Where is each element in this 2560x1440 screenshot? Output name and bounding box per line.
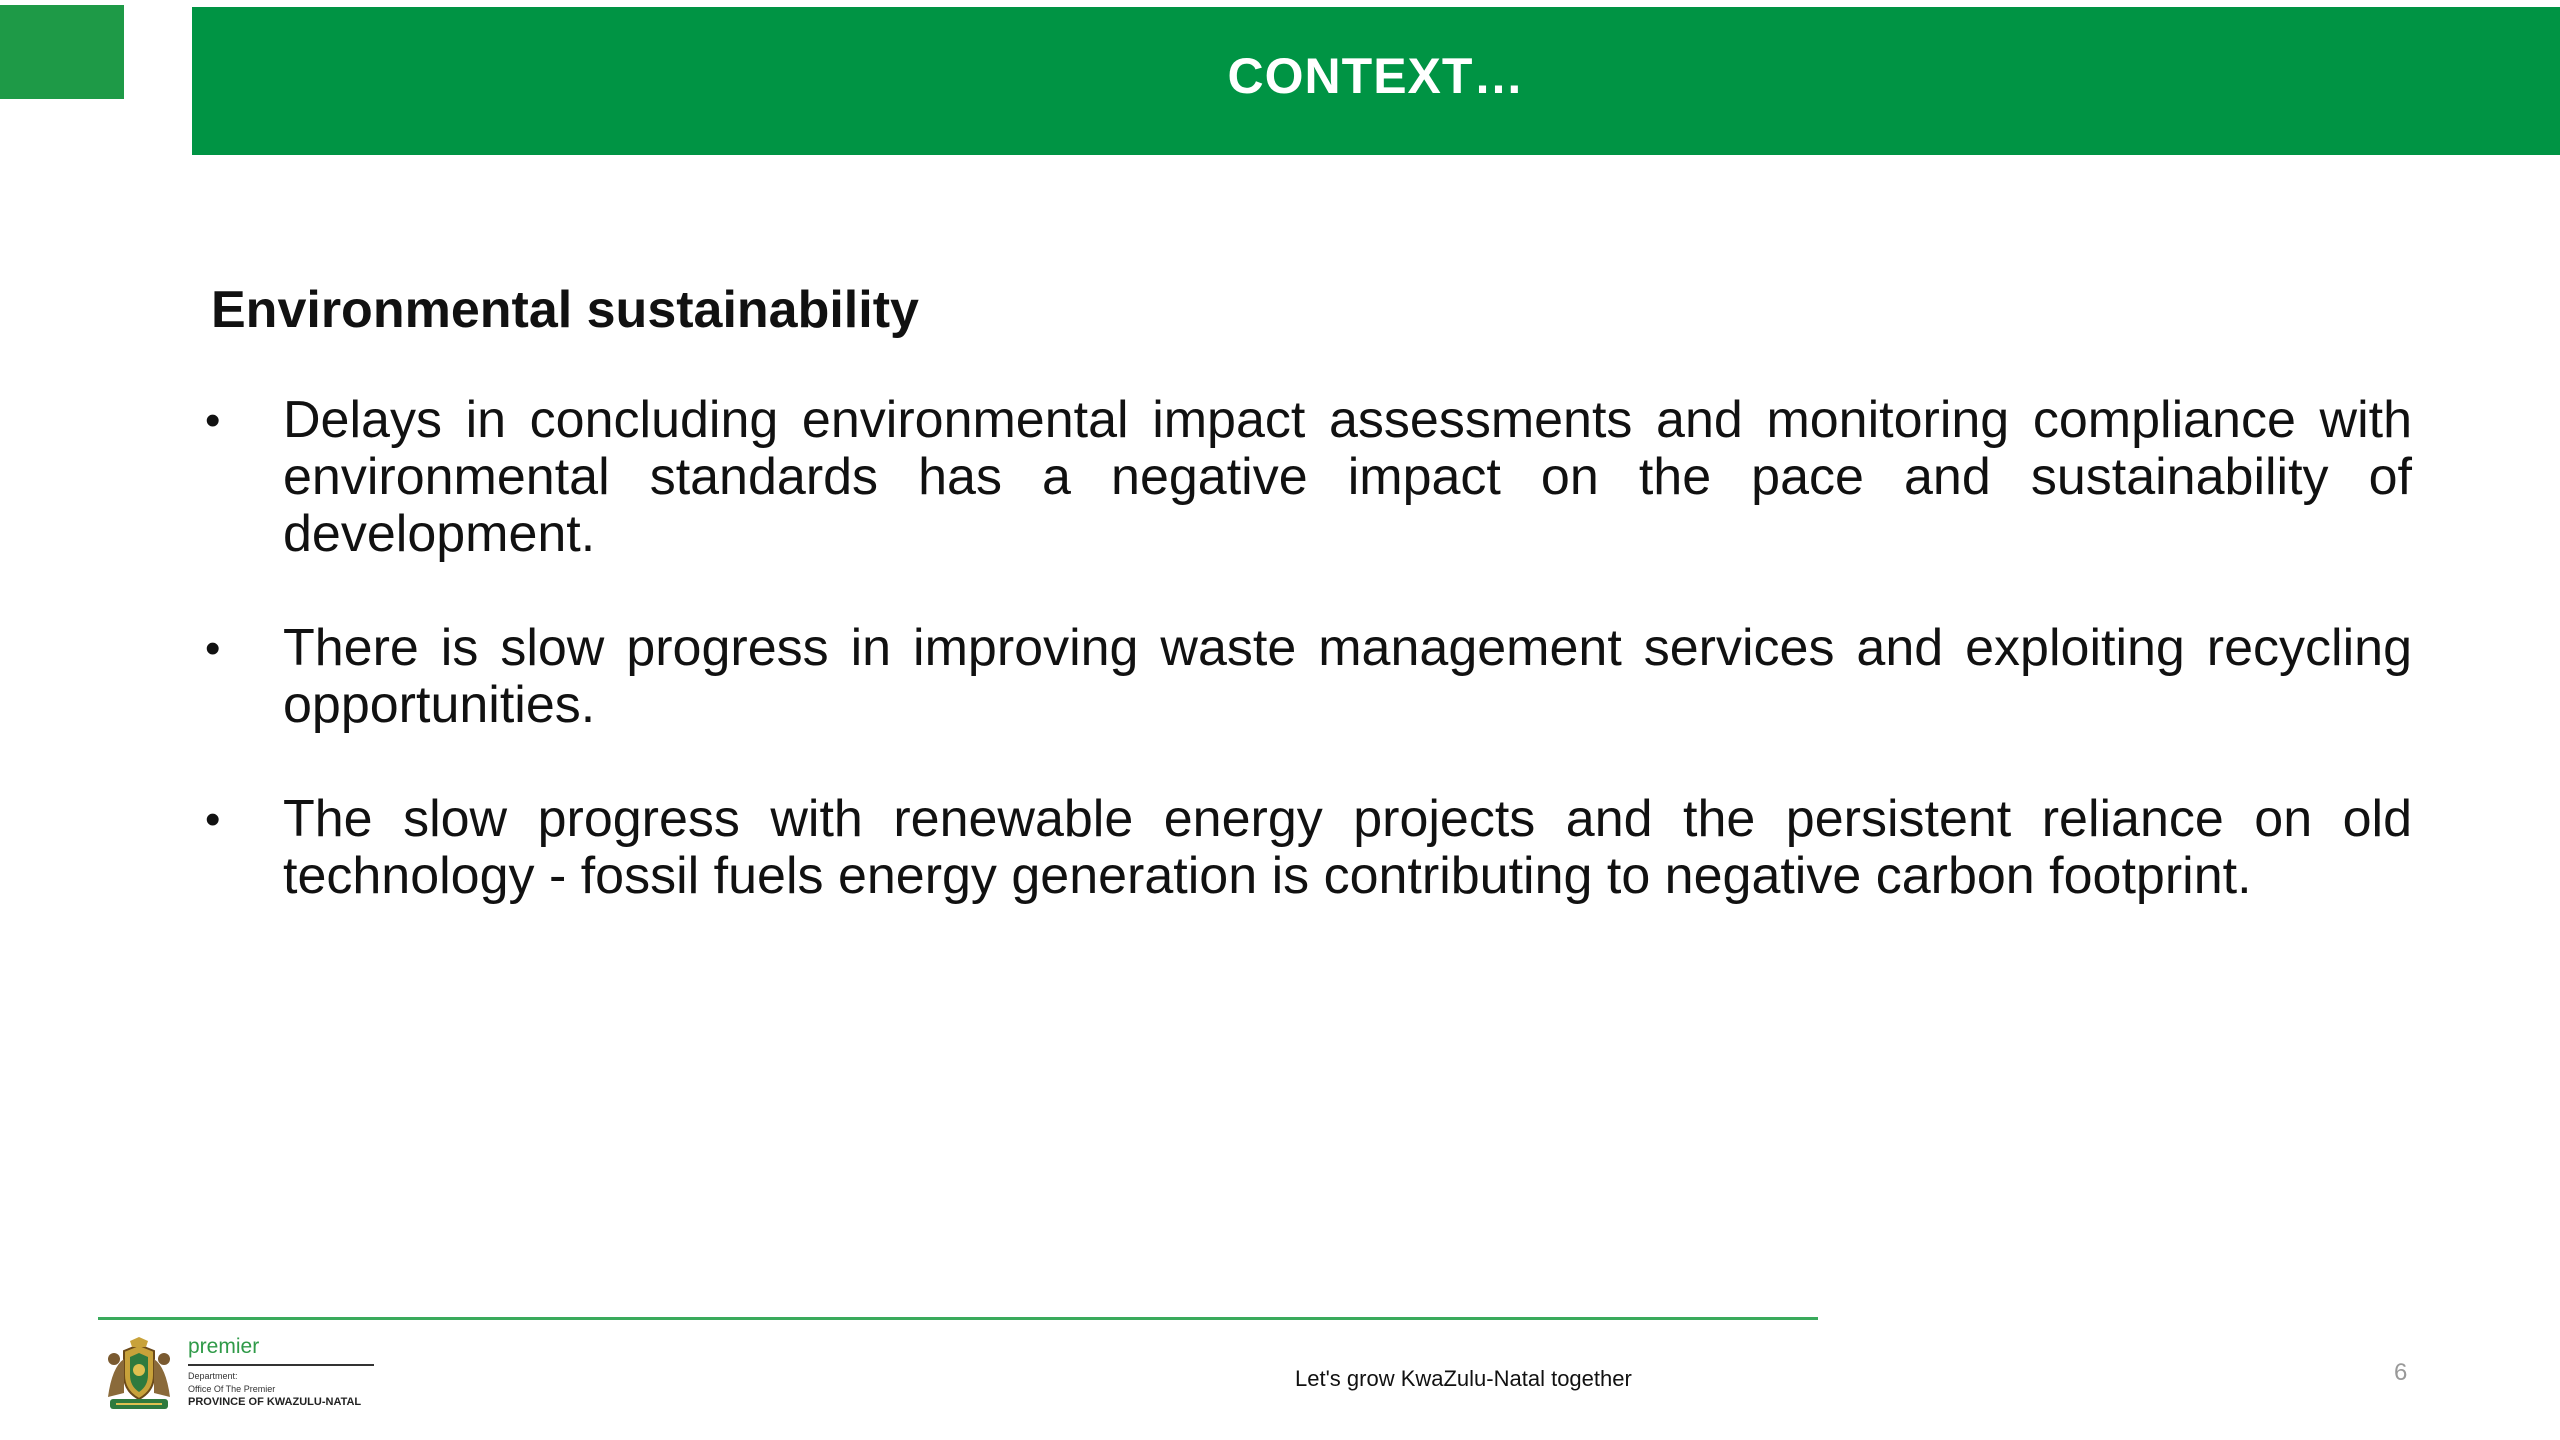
bullet-marker: • [205, 795, 221, 844]
slide-title: CONTEXT… [1227, 48, 1525, 104]
bullet-text: The slow progress with renewable energy projects and the persistent reliance on old technology - fossil fuels energy generation is contributing to negative carbon footprint. [283, 790, 2412, 905]
logo-department: Department: [188, 1371, 238, 1381]
footer-tagline: Let's grow KwaZulu-Natal together [1295, 1366, 1632, 1391]
page-number: 6 [2394, 1359, 2408, 1386]
logo-rule [188, 1364, 374, 1366]
bullet-item [205, 791, 2412, 905]
logo-office: Office Of The Premier [188, 1384, 276, 1394]
logo-province: PROVINCE OF KWAZULU-NATAL [188, 1396, 362, 1408]
title-bar [192, 7, 2560, 155]
bullet-item [205, 392, 2412, 563]
premier-logo [100, 1335, 400, 1415]
provincial-crest-icon [100, 1337, 178, 1413]
bullet-item [205, 620, 2412, 734]
logo-name: premier [188, 1335, 260, 1358]
bullet-list [205, 392, 2412, 962]
footer-divider [98, 1317, 1818, 1320]
bullet-marker: • [205, 396, 221, 445]
bullet-text: Delays in concluding environmental impact assessments and monitoring compliance with environmental standards has a negative impact on the pace and sustainability of development. [283, 391, 2412, 563]
bullet-text: There is slow progress in improving waste management services and exploiting recycling opportunities. [283, 619, 2412, 734]
section-heading: Environmental sustainability [211, 281, 919, 339]
corner-accent-block [0, 5, 124, 99]
bullet-marker: • [205, 624, 221, 673]
